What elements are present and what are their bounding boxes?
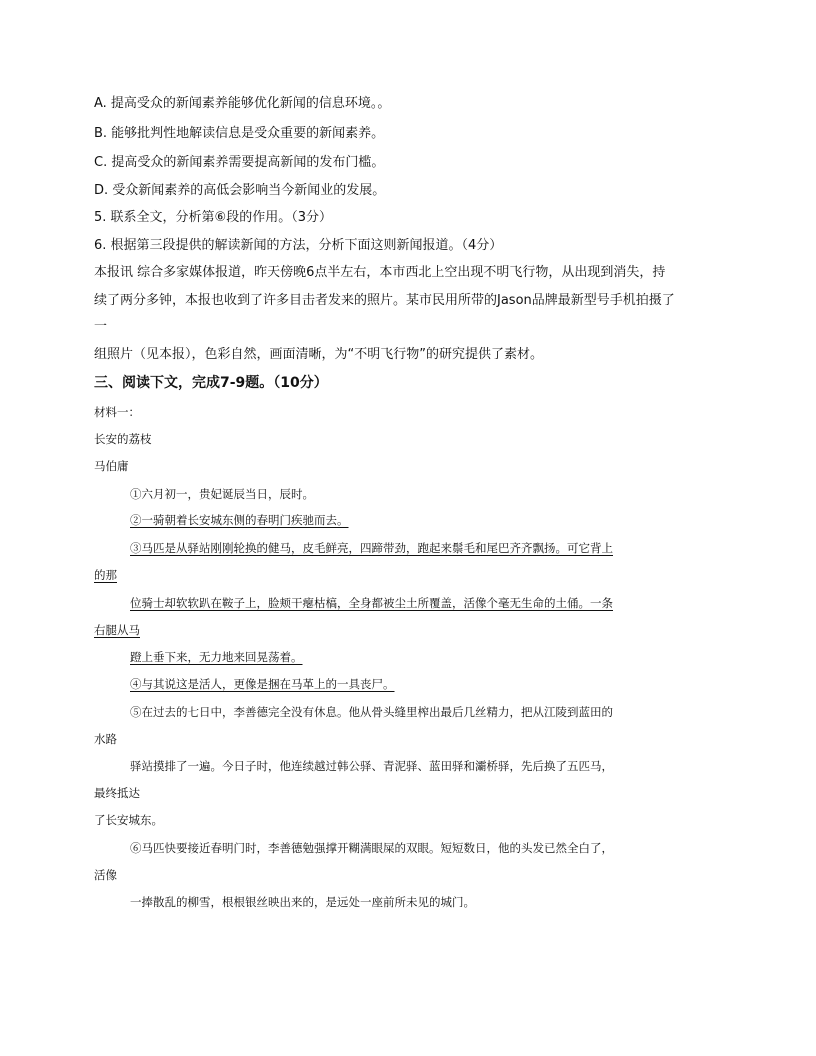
paragraph-line: ⑤在过去的七日中，李善德完全没有休息。他从骨头缝里榨出最后几丝精力，把从江陵到蓝田的 — [130, 705, 613, 719]
question-5: 5. 联系全文，分析第⑥段的作用。（3分） — [94, 210, 332, 225]
option-c: C. 提高受众的新闻素养需要提高新闻的发布门槛。 — [94, 155, 385, 170]
passage-author: 马伯庸 — [94, 459, 129, 473]
paragraph-line: ③马匹是从驿站刚刚轮换的健马，皮毛鲜亮，四蹄带劲，跑起来鬃毛和尾巴齐齐飘扬。可它背上 — [130, 541, 613, 555]
option-d: D. 受众新闻素养的高低会影响当今新闻业的发展。 — [94, 183, 386, 198]
section-heading: 三、阅读下文，完成7-9题。（10分） — [94, 375, 328, 391]
news-line: 本报讯 综合多家媒体报道，昨天傍晚6点半左右，本市西北上空出现不明飞行物，从出现到消失，持 — [94, 265, 666, 280]
paragraph-line: 位骑士却软软趴在鞍子上，脸颊干瘪枯槁，全身都被尘土所覆盖，活像个毫无生命的土俑。一条 — [130, 596, 613, 610]
paragraph-line: 了长安城东。 — [94, 813, 163, 827]
paragraph-line: 水路 — [94, 732, 117, 746]
news-line: 组照片（见本报），色彩自然，画面清晰，为“不明飞行物”的研究提供了素材。 — [94, 347, 543, 362]
news-line: 一 — [94, 319, 108, 334]
option-b: B. 能够批判性地解读信息是受众重要的新闻素养。 — [94, 126, 385, 141]
paragraph-line: 活像 — [94, 868, 117, 882]
paragraph-line: 驿站摸排了一遍。今日子时，他连续越过韩公驿、青泥驿、蓝田驿和灞桥驿，先后换了五匹马， — [130, 759, 613, 773]
option-a: A. 提高受众的新闻素养能够优化新闻的信息环境。。 — [94, 96, 391, 111]
material-label: 材料一： — [94, 405, 140, 419]
paragraph-line: ①六月初一，贵妃诞辰当日，辰时。 — [130, 487, 314, 501]
paragraph-line: 右腿从马 — [94, 623, 140, 637]
paragraph-line: 最终抵达 — [94, 786, 140, 800]
paragraph-line: 的那 — [94, 568, 117, 582]
passage-title: 长安的荔枝 — [94, 432, 152, 446]
paragraph-line: 蹬上垂下来，无力地来回晃荡着。 — [130, 650, 303, 664]
paragraph-line: ⑥马匹快要接近春明门时，李善德勉强撑开糊满眼屎的双眼。短短数日，他的头发已然全白了， — [130, 841, 613, 855]
news-line: 续了两分多钟，本报也收到了许多目击者发来的照片。某市民用所带的Jason品牌最新型号手机拍摄了 — [94, 293, 675, 308]
paragraph-line: ②一骑朝着长安城东侧的春明门疾驰而去。 — [130, 513, 349, 527]
paragraph-line: ④与其说这是活人，更像是捆在马革上的一具丧尸。 — [130, 677, 395, 691]
paragraph-line: 一捧散乱的柳雪，根根银丝映出来的，是远处一座前所未见的城门。 — [130, 895, 475, 909]
question-6: 6. 根据第三段提供的解读新闻的方法，分析下面这则新闻报道。（4分） — [94, 238, 503, 253]
